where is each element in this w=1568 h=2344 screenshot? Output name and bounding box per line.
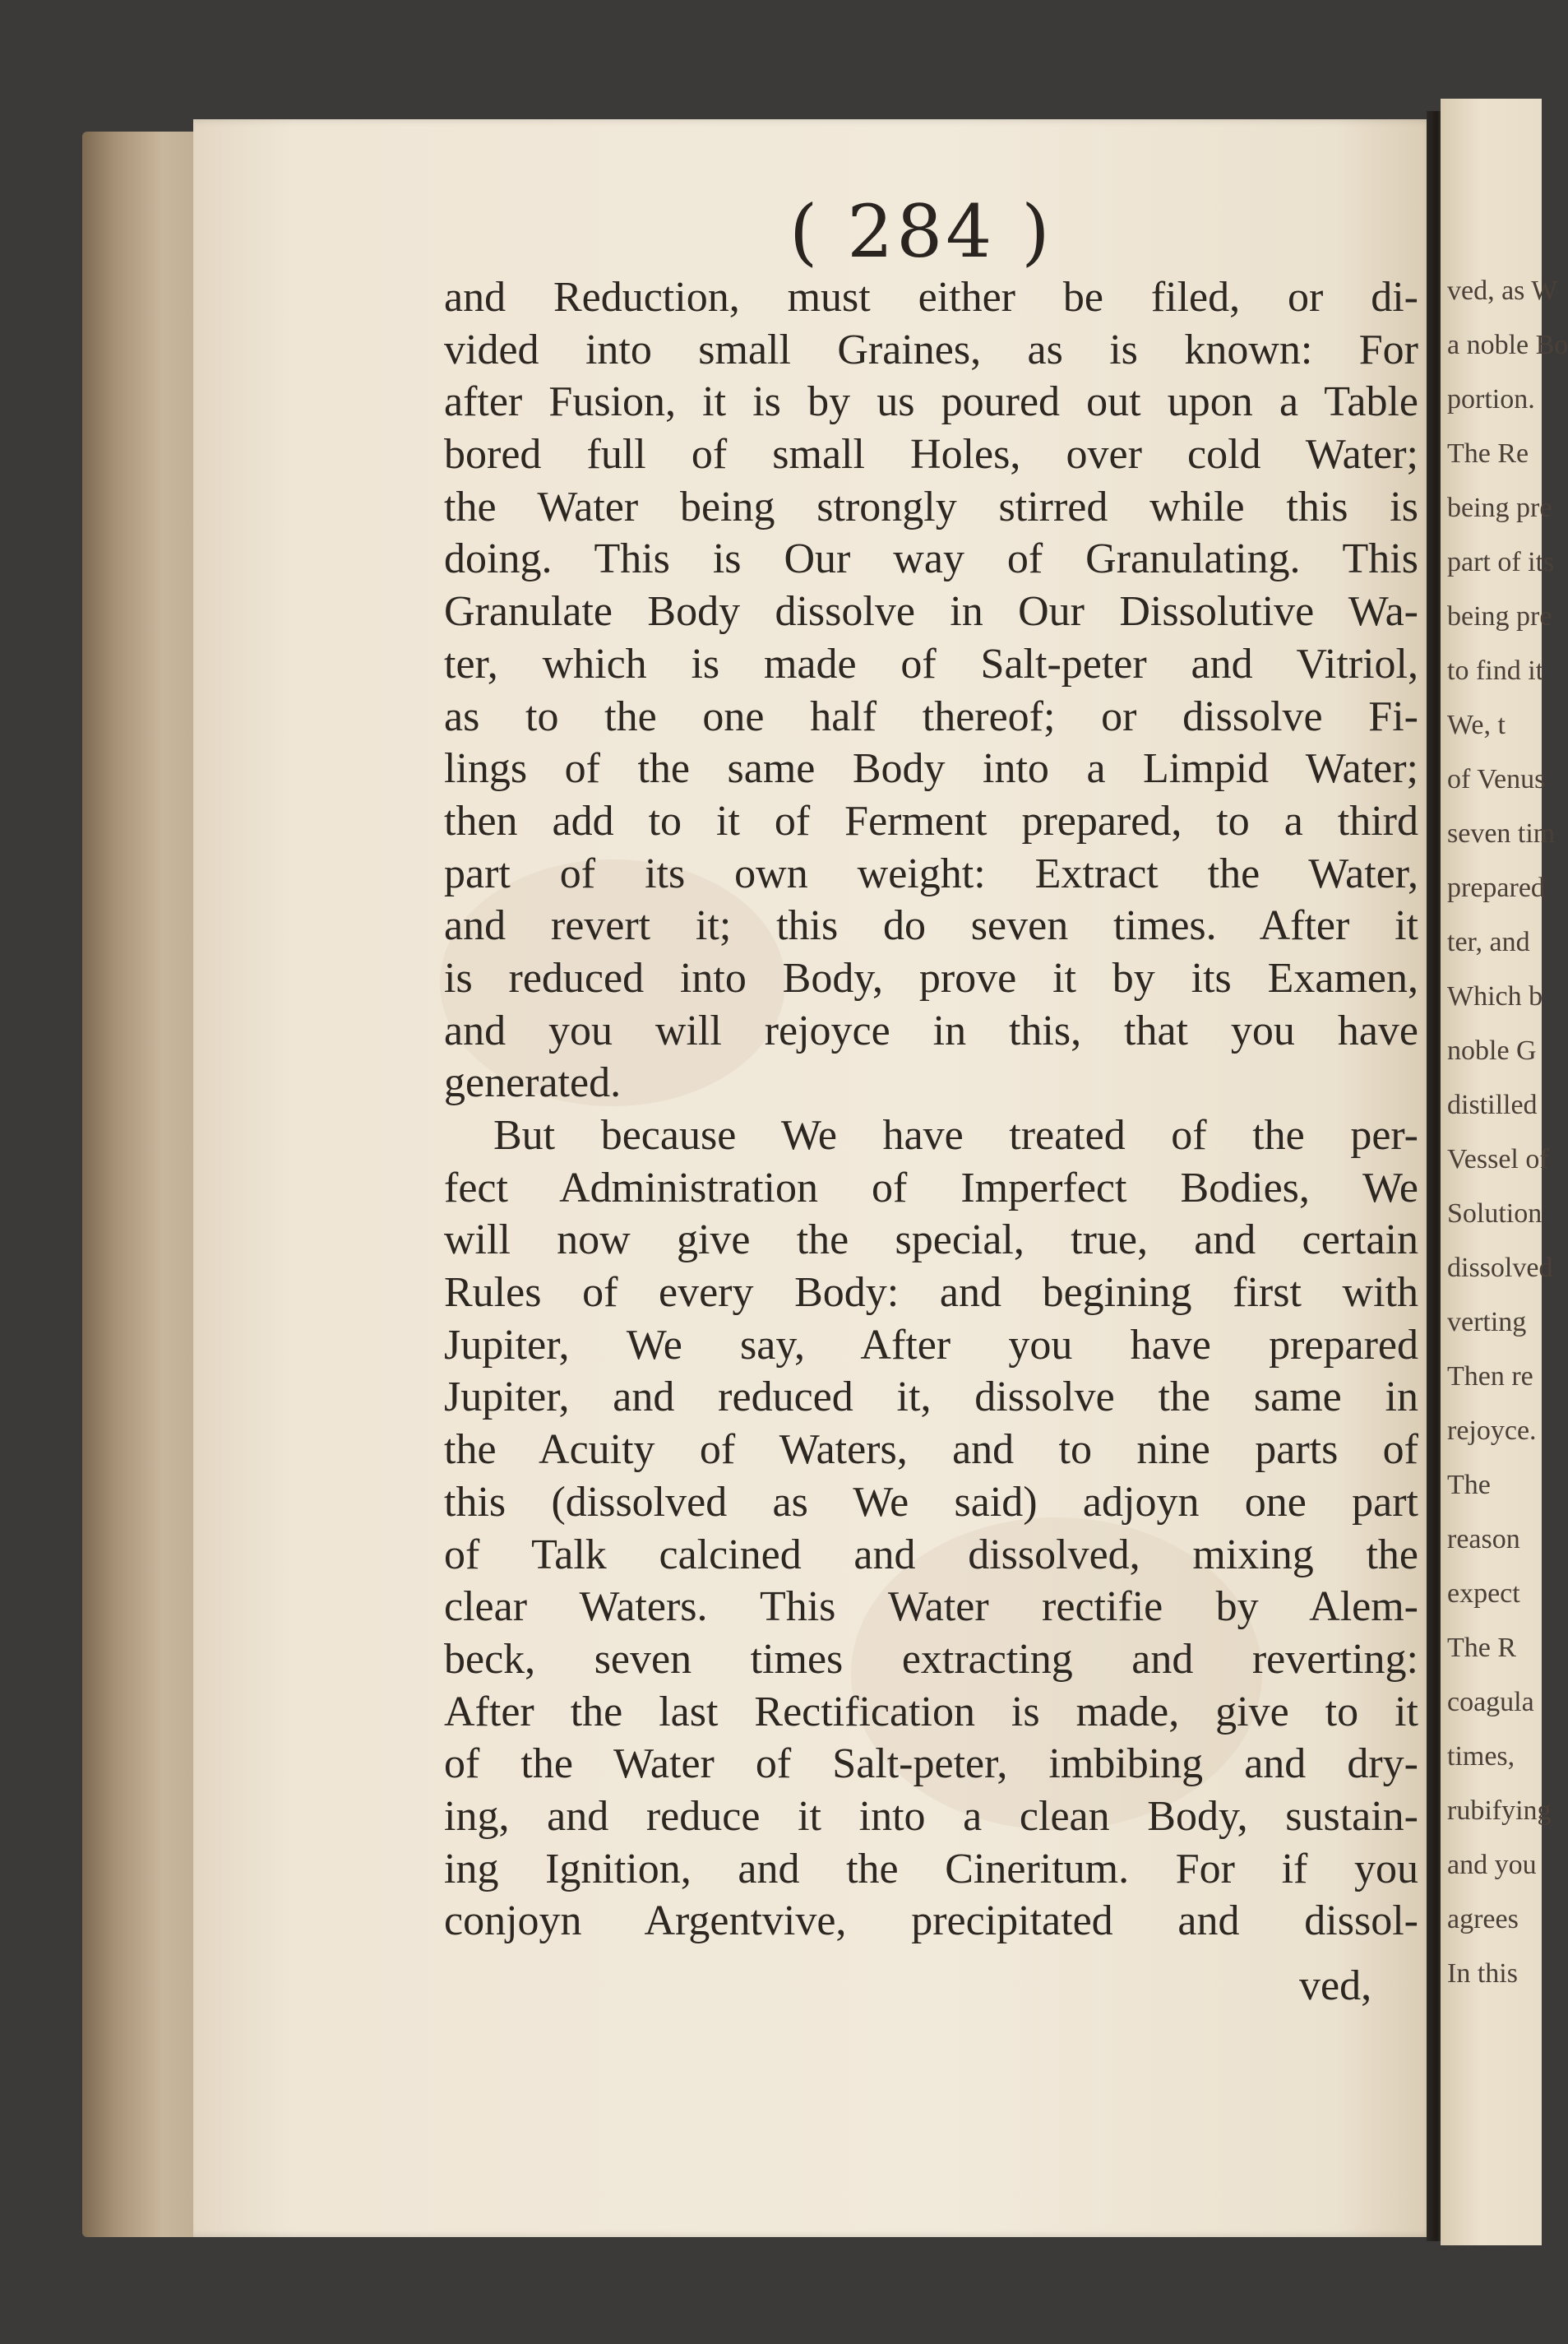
- text-line: and Reduction, must either be filed, or di-: [444, 274, 1418, 321]
- facing-page-line: prepared: [1447, 873, 1545, 903]
- facing-page-line: The R: [1447, 1633, 1517, 1663]
- text-line: generated.: [444, 1059, 622, 1107]
- text-line: Jupiter, and reduced it, dissolve the same in: [444, 1374, 1418, 1421]
- facing-page-line: of Venus: [1447, 764, 1546, 794]
- facing-page-line: rejoyce.: [1447, 1415, 1537, 1446]
- facing-page: [1441, 99, 1568, 2245]
- text-line: is reduced into Body, prove it by its Examen,: [444, 954, 1418, 1002]
- text-line: and revert it; this do seven times. After it: [444, 902, 1418, 950]
- text-line: fect Administration of Imperfect Bodies, We: [444, 1164, 1418, 1211]
- text-line: as to the one half thereof; or dissolve Fi-: [444, 693, 1418, 740]
- facing-page-line: reason: [1447, 1524, 1520, 1554]
- facing-page-line: ter, and: [1447, 927, 1530, 957]
- text-line: ing, and reduce it into a clean Body, sustain-: [444, 1792, 1418, 1840]
- text-line: Granulate Body dissolve in Our Dissolutive Wa-: [444, 588, 1418, 636]
- text-line: ter, which is made of Salt-peter and Vitriol,: [444, 640, 1418, 688]
- facing-page-line: Vessel of: [1447, 1144, 1549, 1174]
- facing-page-line: distilled: [1447, 1090, 1538, 1120]
- text-line: the Acuity of Waters, and to nine parts of: [444, 1426, 1418, 1474]
- facing-page-line: a noble Bo: [1447, 330, 1568, 360]
- text-line: then add to it of Ferment prepared, to a third: [444, 797, 1418, 845]
- text-line: doing. This is Our way of Granulating. This: [444, 535, 1418, 583]
- facing-page-line: rubifying: [1447, 1795, 1552, 1826]
- facing-page-line: part of its: [1447, 547, 1555, 577]
- facing-page-line: being pre: [1447, 493, 1552, 523]
- facing-page-line: portion.: [1447, 384, 1535, 415]
- facing-page-line: and you: [1447, 1850, 1537, 1880]
- text-line: Rules of every Body: and begining first with: [444, 1269, 1418, 1317]
- facing-page-line: seven tim: [1447, 818, 1556, 849]
- text-line: vided into small Graines, as is known: For: [444, 326, 1418, 373]
- facing-page-line: agrees: [1447, 1904, 1519, 1934]
- text-line: the Water being strongly stirred while this is: [444, 483, 1418, 530]
- facing-page-line: dissolved: [1447, 1253, 1553, 1283]
- body-text: [444, 271, 1418, 1948]
- text-line: clear Waters. This Water rectifie by Alem-: [444, 1583, 1418, 1631]
- facing-page-line: Then re: [1447, 1361, 1533, 1392]
- page-number: ( 284 ): [789, 189, 1053, 274]
- text-line: ing Ignition, and the Cineritum. For if you: [444, 1845, 1418, 1892]
- text-line: But because We have treated of the per-: [493, 1112, 1418, 1159]
- facing-page-line: verting: [1447, 1307, 1527, 1337]
- text-line: bored full of small Holes, over cold Water;: [444, 431, 1418, 479]
- text-line: this (dissolved as We said) adjoyn one part: [444, 1478, 1418, 1526]
- facing-page-line: Solution: [1447, 1198, 1543, 1229]
- facing-page-line: being pre: [1447, 601, 1552, 632]
- text-line: Jupiter, We say, After you have prepared: [444, 1321, 1418, 1369]
- facing-page-line: Which b: [1447, 981, 1543, 1012]
- facing-page-line: We, t: [1447, 710, 1506, 740]
- facing-page-line: noble G: [1447, 1035, 1537, 1066]
- text-line: part of its own weight: Extract the Water,: [444, 850, 1418, 897]
- catchword: ved,: [1299, 1962, 1372, 2009]
- text-line: and you will rejoyce in this, that you have: [444, 1007, 1418, 1054]
- text-line: of the Water of Salt-peter, imbibing and dry-: [444, 1740, 1418, 1788]
- facing-page-line: to find it: [1447, 655, 1544, 686]
- text-line: will now give the special, true, and certain: [444, 1216, 1418, 1264]
- facing-page-line: times,: [1447, 1741, 1515, 1772]
- page-edges: [82, 132, 197, 2237]
- facing-page-line: coagula: [1447, 1687, 1534, 1717]
- facing-page-line: The: [1447, 1470, 1491, 1500]
- text-line: after Fusion, it is by us poured out upon a Table: [444, 378, 1418, 426]
- facing-page-line: ved, as W: [1447, 276, 1558, 306]
- text-line: After the last Rectification is made, give to it: [444, 1688, 1418, 1735]
- text-line: of Talk calcined and dissolved, mixing the: [444, 1531, 1418, 1578]
- text-line: beck, seven times extracting and reverting:: [444, 1635, 1418, 1683]
- facing-page-line: In this: [1447, 1958, 1518, 1989]
- facing-page-line: expect: [1447, 1578, 1520, 1609]
- facing-page-line: The Re: [1447, 438, 1529, 469]
- text-line: conjoyn Argentvive, precipitated and dissol-: [444, 1897, 1418, 1945]
- text-line: lings of the same Body into a Limpid Water;: [444, 745, 1418, 793]
